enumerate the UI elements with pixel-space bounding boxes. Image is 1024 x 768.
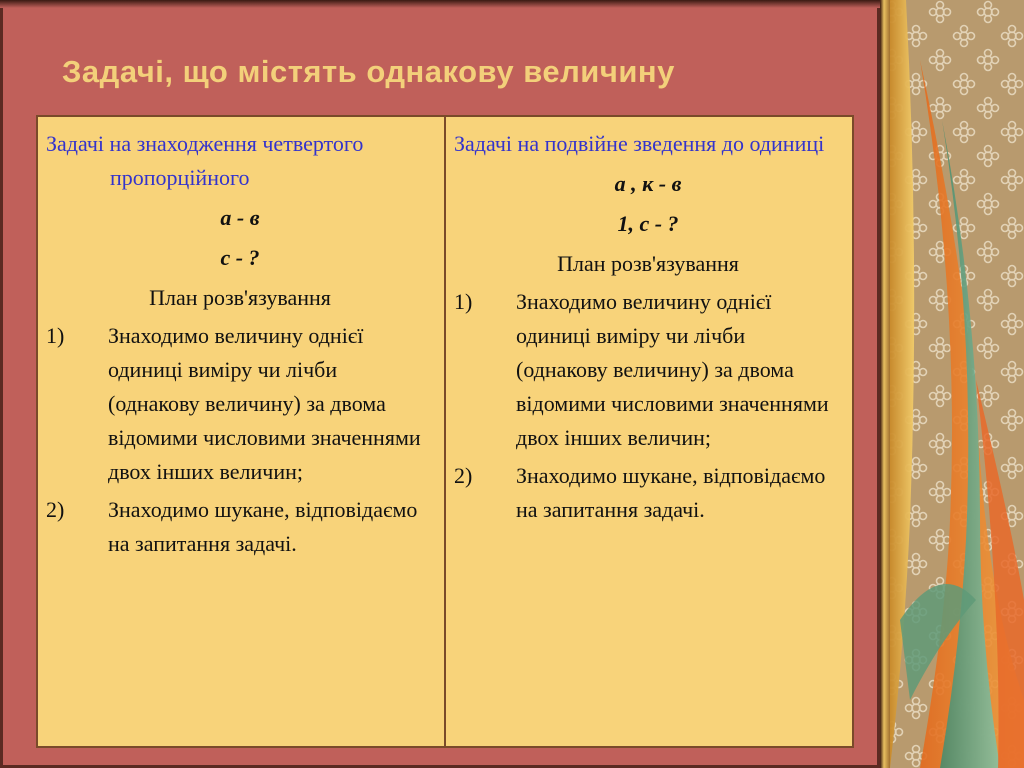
step-number: 2) [46,497,65,522]
floral-pattern-graphic [880,0,1024,768]
plan-step [46,493,434,561]
table-column-right [444,117,852,746]
plan-step [46,319,434,489]
step-text: Знаходимо величину однієї одиниці виміру чи лічби (однакову величину) за двома відомими числовими значеннями двох інших величин; [108,323,421,484]
plan-label: План розв'язування [557,251,739,276]
decorative-side-panel [880,0,1024,768]
column-heading: Задачі на знаходження четвертого пропорційного [46,131,364,190]
formula-line-1: а , к - в [614,171,682,196]
plan-label: План розв'язування [149,285,331,310]
slide-top-shade [0,0,880,8]
step-text: Знаходимо шукане, відповідаємо на запитання задачі. [516,463,826,522]
step-text: Знаходимо шукане, відповідаємо на запитання задачі. [108,497,418,556]
step-number: 1) [46,323,65,348]
slide-title: Задачі, що містять однакову величину [62,54,675,89]
comparison-table [36,115,854,748]
step-number: 2) [454,463,473,488]
plan-step [454,459,842,527]
formula-line-1: а - в [220,205,260,230]
plan-step [454,285,842,455]
step-number: 1) [454,289,473,314]
column-heading: Задачі на подвійне зведення до одиниці [454,131,825,156]
step-text: Знаходимо величину однієї одиниці виміру чи лічби (однакову величину) за двома відомими числовими значеннями двох інших величин; [516,289,829,450]
panel-border-strip [880,0,890,768]
formula-line-2: 1, с - ? [617,211,679,236]
formula-line-2: с - ? [220,245,260,270]
table-column-left [38,117,444,746]
